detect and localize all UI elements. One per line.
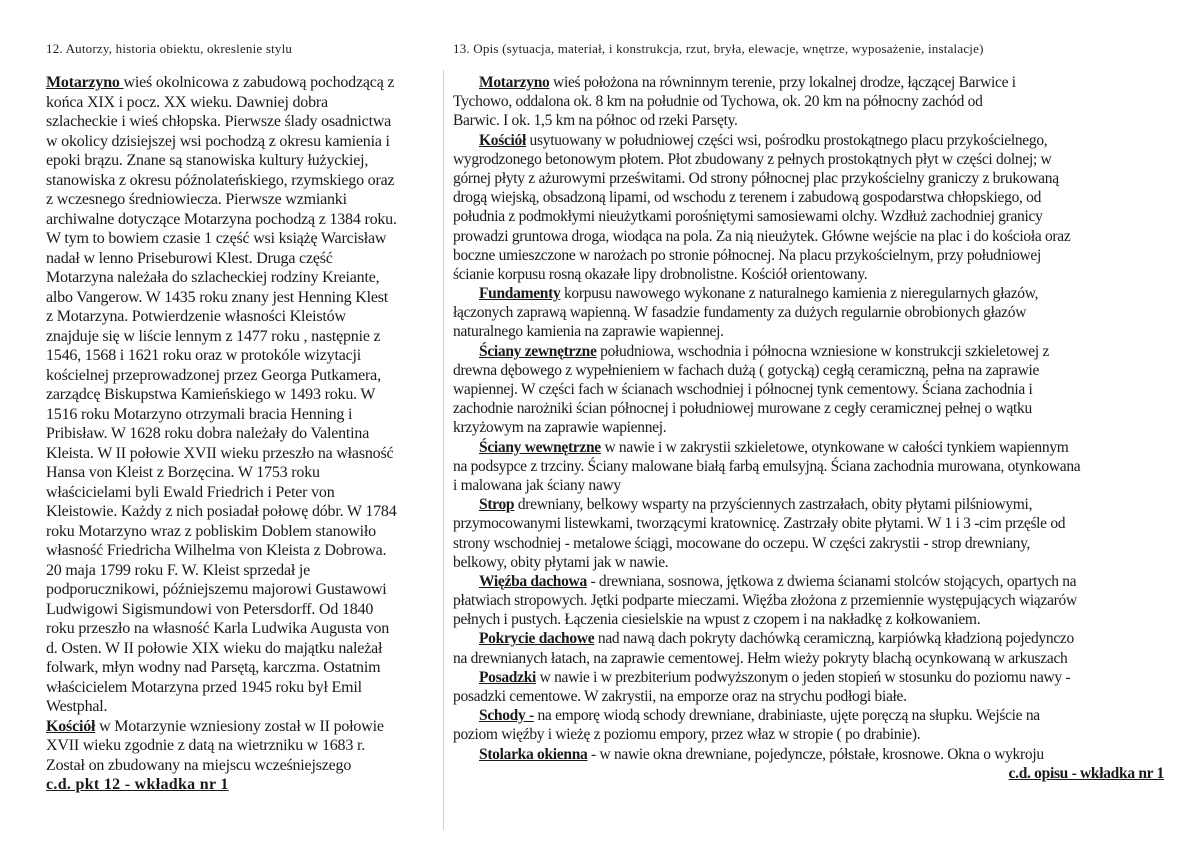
line-text: zarządcę Biskupstwa Kamieńskiego w 1493 roku. W <box>46 386 376 403</box>
line-text: własność Friedricha Wilhelma von Kleista z Dobrowa. <box>46 542 387 559</box>
line-text: nadał w lenno Priseburowi Klest. Druga część <box>46 249 333 267</box>
line-text: 1546, 1568 i 1621 roku oraz w protokóle wizytacji <box>46 347 362 364</box>
text-line <box>46 268 442 288</box>
text-line <box>453 629 1168 648</box>
line-text: drewna dębowego z wypełnieniem w fachach dużą ( gotycką) cegłą ceramiczną, pełna na zaprawie <box>453 361 1040 379</box>
text-line <box>46 210 442 230</box>
section-keyword: Motarzyno <box>46 74 124 91</box>
text-line <box>46 249 442 269</box>
line-text: zachodnie narożniki ścian północnej i południowej murowane z cegły ceramicznej pełnej o wątku <box>453 400 1032 418</box>
text-line <box>46 405 442 425</box>
text-line <box>453 342 1168 361</box>
line-text: wapiennej. W części fach w ścianach wschodniej i północnej tynk cementowy. Ściana zachodnia i <box>453 381 1033 398</box>
text-line <box>453 418 1168 437</box>
line-text: na drewnianych łatach, na zaprawie cementowej. Hełm wieży pokryty blachą ocynkowaną w arkuszach <box>453 649 1068 667</box>
text-line <box>453 131 1168 150</box>
text-line <box>453 92 1168 111</box>
text-line <box>46 580 442 600</box>
text-line <box>453 169 1168 188</box>
text-line <box>453 399 1168 418</box>
section-keyword: Fundamenty <box>479 285 561 303</box>
section-keyword: Motarzyno <box>479 74 550 91</box>
text-line <box>46 678 442 698</box>
line-text: z wczesnego średniowiecza. Pierwsze wzmianki <box>46 191 347 208</box>
line-text: 1516 roku Motarzyno otrzymali bracia Henning i <box>46 405 353 423</box>
line-text: boczne umieszczone w narożach po stronie północnej. Na placu przykościelnym, przy południowej <box>453 246 1042 264</box>
text-line <box>453 745 1168 764</box>
text-line <box>46 541 442 561</box>
line-text: właścicielem Motarzyna przed 1945 roku był Emil <box>46 678 362 696</box>
text-line <box>46 288 442 308</box>
text-line <box>453 668 1168 687</box>
section-13-heading: 13. Opis (sytuacja, materiał, i konstrukcja, rzut, bryła, elewacje, wnętrze, wyposażenie, instalacje) <box>453 41 984 56</box>
text-line <box>453 438 1168 457</box>
text-line <box>46 697 442 717</box>
text-line <box>46 132 442 152</box>
text-line <box>453 361 1168 380</box>
text-line <box>46 112 442 132</box>
line-text: posadzki cementowe. W zakrystii, na emporze oraz na strychu podłogi białe. <box>453 688 907 705</box>
text-line <box>453 476 1168 495</box>
line-text: - drewniana, sosnowa, jętkowa z dwiema ścianami stolców stojących, opartych na <box>586 572 1077 590</box>
line-text: wieś położona na równinnym terenie, przy lokalnej drodze, łączącej Barwice i <box>549 74 1016 91</box>
line-text: górnej płyty z ażurowymi prześwitami. Od strony północnej plac przykościelny graniczy z brukowaną <box>453 169 1059 187</box>
text-line <box>46 307 442 327</box>
text-line <box>46 190 442 210</box>
line-text: poziom więźby i wieżę z poziomu empory, przez właz w stropie ( po drabinie). <box>453 726 921 744</box>
text-line <box>46 366 442 386</box>
line-text: wygrodzonego betonowym płotem. Płot zbudowany z pełnych prostokątnych płyt w części dolnej; w <box>453 150 1052 168</box>
line-text: podporucznikowi, późniejszemu majorowi Gustawowi <box>46 581 387 598</box>
line-text: Ludwigowi Sigismundowi von Petersdorff. Od 1840 <box>46 600 374 618</box>
text-line <box>453 725 1168 744</box>
text-line <box>46 385 442 405</box>
line-text: albo Vangerow. W 1435 roku znany jest Henning Klest <box>46 288 389 306</box>
line-text: znajduje się w liście lennym z 1477 roku , następnie z <box>46 327 381 345</box>
text-line <box>46 171 442 191</box>
text-line <box>453 457 1168 476</box>
text-line <box>453 591 1168 610</box>
text-line <box>453 303 1168 322</box>
text-line <box>46 600 442 620</box>
line-text: Został on zbudowany na miejscu wcześniejszego <box>46 756 352 774</box>
line-text: z Motarzyna. Potwierdzenie własności Kleistów <box>46 308 346 325</box>
text-line <box>453 514 1168 533</box>
text-line <box>46 658 442 678</box>
text-line <box>46 619 442 639</box>
text-line <box>453 150 1168 169</box>
line-text: Hansa von Kleist z Borzęcina. W 1753 roku <box>46 464 320 481</box>
text-line <box>453 246 1168 265</box>
section-keyword: Posadzki <box>479 668 537 686</box>
line-text: 20 maja 1799 roku F. W. Kleist sprzedał je <box>46 561 311 579</box>
text-line <box>46 73 442 93</box>
line-text: łączonych zaprawą wapienną. W fasadzie fundamenty za dużych regularnie obrobionych głazów <box>453 304 1027 322</box>
line-text: i malowana jak ściany nawy <box>453 476 621 494</box>
text-line <box>453 73 1168 92</box>
line-text: krzyżowym na zaprawie wapiennej. <box>453 419 667 437</box>
line-text: południa z podmokłymi nieużytkami porośniętymi samosiewami olchy. Wzdłuż zachodniej granicy <box>453 208 1043 226</box>
section-keyword: Stolarka okienna <box>479 745 588 763</box>
text-line <box>46 151 442 171</box>
text-line <box>46 93 442 113</box>
line-text: roku Motarzyno wraz z pobliskim Doblem stanowiło <box>46 522 376 540</box>
text-line <box>46 502 442 522</box>
text-line <box>46 229 442 249</box>
line-text: nad nawą dach pokryty dachówką ceramiczną, karpiówką kładzioną pojedynczo <box>594 630 1074 648</box>
line-text: Kleista. W II połowie XVII wieku przeszło na własność <box>46 444 394 462</box>
line-text: naturalnego kamienia na zaprawie wapiennej. <box>453 323 724 341</box>
text-line <box>453 534 1168 553</box>
line-text: archiwalne dotyczące Motarzyna pochodzą z 1384 roku. <box>46 210 397 228</box>
text-line <box>453 610 1168 629</box>
text-line <box>453 322 1168 341</box>
section-keyword: Kościół <box>479 131 526 149</box>
text-line <box>453 572 1168 591</box>
line-text: w nawie i w zakrystii szkieletowe, otynkowane w całości tynkiem wapiennym <box>600 438 1069 456</box>
text-line <box>46 327 442 347</box>
line-text: epoki brązu. Znane są stanowiska kultury łużyckiej, <box>46 152 369 169</box>
section-keyword: Strop <box>479 496 515 514</box>
text-line <box>453 687 1168 706</box>
line-text: na emporę wiodą schody drewniane, drabiniaste, ujęte poręczą na słupku. Wejście na <box>533 707 1040 725</box>
text-line <box>453 380 1168 399</box>
line-text: południowa, wschodnia i północna wzniesione w konstrukcji szkieletowej z <box>596 342 1050 360</box>
line-text: Westphal. <box>46 698 108 715</box>
text-line <box>46 424 442 444</box>
description-column <box>453 73 1168 783</box>
text-line <box>46 756 442 776</box>
line-text: Motarzyna należała do szlacheckiej rodziny Kreiante, <box>46 269 380 286</box>
line-text: stanowiska z okresu późnolateńskiego, rzymskiego oraz <box>46 171 395 189</box>
line-text: ścianie korpusu rosną okazałe lipy drobnolistne. Kościół orientowany. <box>453 265 868 283</box>
text-line <box>453 553 1168 572</box>
line-text: właścicielami byli Ewald Friedrich i Peter von <box>46 483 335 501</box>
line-text: w Motarzynie wzniesiony został w II połowie <box>95 717 384 735</box>
line-text: Barwic. I ok. 1,5 km na północ od rzeki Parsęty. <box>453 112 738 130</box>
line-text: końca XIX i pocz. XX wieku. Dawniej dobra <box>46 93 328 111</box>
text-line <box>46 561 442 581</box>
line-text: belkowy, obity płytami jak w nawie. <box>453 553 669 571</box>
section-keyword: Ściany wewnętrzne <box>479 438 601 456</box>
line-text: d. Osten. W II połowie XIX wieku do majątku należał <box>46 639 383 657</box>
line-text: w okolicy dzisiejszej wsi pochodzą z okresu kamienia i <box>46 132 390 150</box>
line-text: wieś okolnicowa z zabudową pochodzącą z <box>123 74 395 91</box>
line-text: prowadzi gruntowa droga, wiodąca na pola. Za nią nieużytek. Główne wejście na plac i do kościoła oraz <box>453 227 1071 245</box>
continuation-note: c.d. pkt 12 - wkładka nr 1 <box>46 776 229 793</box>
line-text: folwark, młyn wodny nad Parsętą, karczma. Ostatnim <box>46 659 381 676</box>
section-keyword: Więźba dachowa <box>479 572 587 590</box>
column-divider <box>443 70 444 830</box>
line-text: kościelnej przeprowadzonej przez Georga Putkamera, <box>46 366 381 384</box>
line-text: przymocowanymi listewkami, tworzącymi kratownicę. Zastrzały obite płytami. W 1 i 3 -cim przęśle od <box>453 515 1066 533</box>
line-text: Tychowo, oddalona ok. 8 km na południe od Tychowa, ok. 20 km na północny zachód od <box>453 93 983 111</box>
text-line <box>46 639 442 659</box>
text-line <box>453 284 1168 303</box>
section-keyword: Kościół <box>46 717 96 735</box>
line-text: usytuowany w południowej części wsi, pośrodku prostokątnego placu przykościelnego, <box>525 131 1048 149</box>
line-text: płatwiach stropowych. Jętki podparte mieczami. Więźba złożona z przemiennie występujących wiązarów <box>453 592 1077 610</box>
line-text: korpusu nawowego wykonane z naturalnego kamienia z nieregularnych głazów, <box>560 285 1039 303</box>
section-12-heading: 12. Autorzy, historia obiektu, okreslenie stylu <box>46 41 293 56</box>
line-text: na podsypce z trzciny. Ściany malowane białą farbą emulsyjną. Ściana zachodnia murowana, otynkowana <box>453 457 1081 475</box>
line-text: Pribisław. W 1628 roku dobra należały do Valentina <box>46 425 370 442</box>
line-text: pełnych i pustych. Łączenia ciesielskie na wpust z czopem i na nakładkę z kołkowaniem. <box>453 611 981 629</box>
line-text: drogą wiejską, obsadzoną lipami, od wschodu z terenem i zabudową gospodarstwa chłopskiego, od <box>453 189 1042 207</box>
line-text: Kleistowie. Każdy z nich posiadał połowę dóbr. W 1784 <box>46 503 397 520</box>
line-text: drewniany, belkowy wsparty na przyściennych zastrzałach, obity płytami pilśniowymi, <box>514 496 1033 514</box>
text-line <box>46 717 442 737</box>
section-keyword: Schody - <box>479 707 534 725</box>
text-line <box>453 495 1168 514</box>
text-line <box>46 463 442 483</box>
text-line <box>453 649 1168 668</box>
line-text: - w nawie okna drewniane, pojedyncze, półstałe, krosnowe. Okna o wykroju <box>587 745 1044 763</box>
text-line <box>453 188 1168 207</box>
continuation-note: c.d. opisu - wkładka nr 1 <box>1008 764 1164 782</box>
line-text: roku przeszło na własność Karla Ludwika Augusta von <box>46 620 390 637</box>
line-text: strony wschodniej - metalowe ściągi, mocowane do oczepu. W części zakrystii - strop drewniany, <box>453 534 1031 552</box>
text-line <box>46 444 442 464</box>
text-line <box>46 522 442 542</box>
text-line <box>46 346 442 366</box>
text-line <box>453 111 1168 130</box>
text-line <box>46 736 442 756</box>
line-text: XVII wieku zgodnie z datą na wietrzniku w 1683 r. <box>46 737 365 754</box>
section-keyword: Pokrycie dachowe <box>479 630 595 648</box>
text-line <box>453 207 1168 226</box>
text-line <box>453 227 1168 246</box>
text-line <box>453 265 1168 284</box>
line-text: szlacheckie i wieś chłopska. Pierwsze ślady osadnictwa <box>46 113 392 130</box>
line-text: w nawie i w prezbiterium podwyższonym o jeden stopień w stosunku do poziomu nawy - <box>536 668 1071 686</box>
line-text: W tym to bowiem czasie 1 część wsi książę Warcisław <box>46 230 387 247</box>
section-keyword: Ściany zewnętrzne <box>479 342 597 360</box>
history-column <box>46 73 442 795</box>
text-line <box>453 706 1168 725</box>
text-line <box>46 483 442 503</box>
